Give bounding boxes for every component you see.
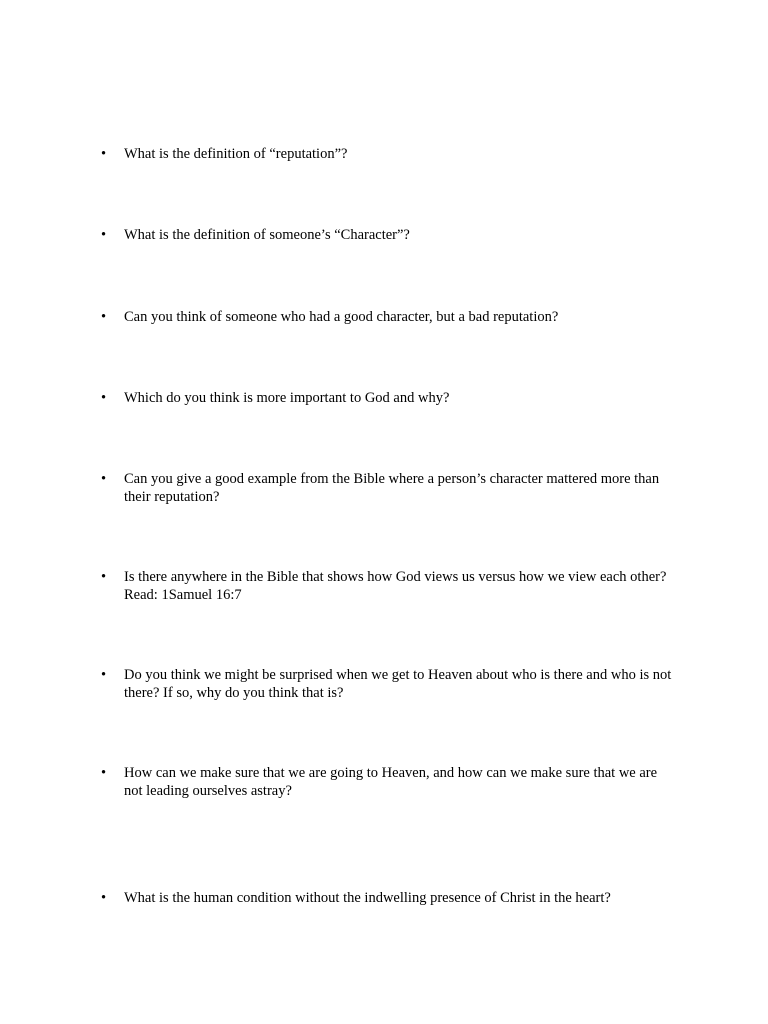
question-text: Which do you think is more important to God and why? (124, 390, 450, 406)
question-item (101, 667, 681, 702)
question-item (101, 471, 681, 506)
question-text: Can you give a good example from the Bible where a person’s character mattered more than their reputation? (124, 471, 660, 505)
bullet-icon: • (101, 471, 107, 487)
bullet-icon: • (101, 390, 107, 406)
bullet-icon: • (101, 890, 107, 906)
bullet-icon: • (101, 309, 107, 325)
question-item (101, 146, 681, 164)
bullet-icon: • (101, 227, 107, 243)
question-text: Do you think we might be surprised when we get to Heaven about who is there and who is not there? If so, why do you think that is? (124, 667, 672, 701)
question-text: Can you think of someone who had a good character, but a bad reputation? (124, 309, 559, 325)
question-item (101, 390, 681, 408)
bullet-icon: • (101, 667, 107, 683)
question-text: Is there anywhere in the Bible that shows how God views us versus how we view each other? Read: 1Samuel 16:7 (124, 569, 667, 603)
question-text: What is the human condition without the indwelling presence of Christ in the heart? (124, 890, 611, 906)
bullet-icon: • (101, 569, 107, 585)
question-item (101, 765, 681, 800)
bullet-icon: • (101, 765, 107, 781)
question-item (101, 309, 681, 327)
bullet-icon: • (101, 146, 107, 162)
question-text: What is the definition of someone’s “Character”? (124, 227, 410, 243)
question-item (101, 227, 681, 245)
question-item (101, 890, 681, 908)
question-item (101, 569, 681, 604)
question-text: How can we make sure that we are going to Heaven, and how can we make sure that we are not leading ourselves astray? (124, 765, 658, 799)
question-text: What is the definition of “reputation”? (124, 146, 348, 162)
